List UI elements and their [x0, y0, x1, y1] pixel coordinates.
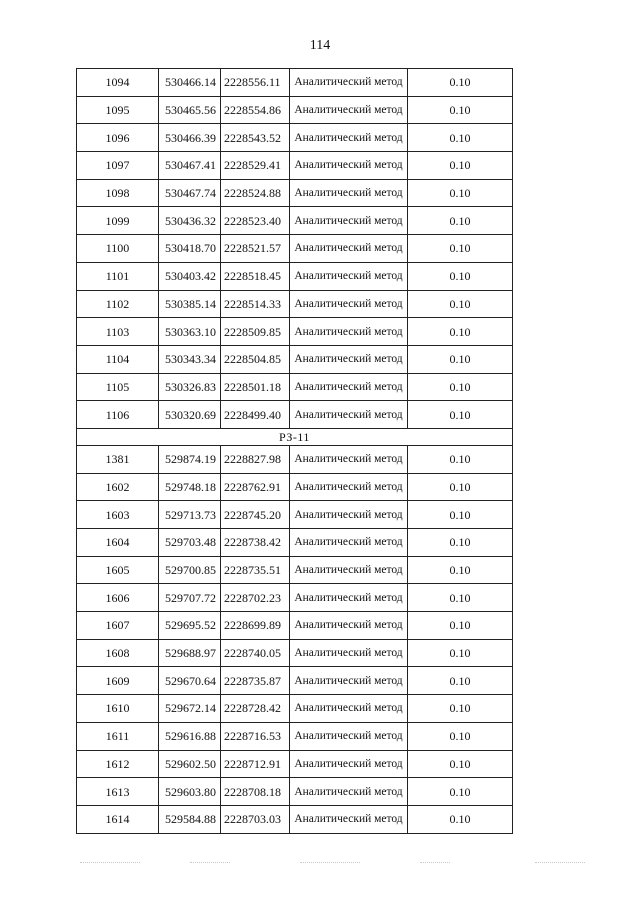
x-coordinate: 529672.14 [159, 695, 221, 723]
x-coordinate: 530418.70 [159, 235, 221, 263]
method: Аналитический метод [290, 345, 408, 373]
precision: 0.10 [408, 584, 513, 612]
x-coordinate: 529695.52 [159, 612, 221, 640]
point-number: 1104 [77, 345, 159, 373]
y-coordinate: 2228518.45 [221, 262, 290, 290]
point-number: 1098 [77, 179, 159, 207]
precision: 0.10 [408, 207, 513, 235]
x-coordinate: 529874.19 [159, 445, 221, 473]
method: Аналитический метод [290, 639, 408, 667]
precision: 0.10 [408, 722, 513, 750]
point-number: 1604 [77, 529, 159, 557]
table-row [77, 778, 513, 806]
point-number: 1094 [77, 69, 159, 97]
method: Аналитический метод [290, 235, 408, 263]
precision: 0.10 [408, 401, 513, 429]
point-number: 1610 [77, 695, 159, 723]
point-number: 1614 [77, 805, 159, 833]
point-number: 1381 [77, 445, 159, 473]
y-coordinate: 2228556.11 [221, 69, 290, 97]
y-coordinate: 2228702.23 [221, 584, 290, 612]
point-number: 1607 [77, 612, 159, 640]
x-coordinate: 530467.41 [159, 152, 221, 180]
x-coordinate: 529670.64 [159, 667, 221, 695]
table-row [77, 722, 513, 750]
table-row [77, 207, 513, 235]
method: Аналитический метод [290, 124, 408, 152]
method: Аналитический метод [290, 373, 408, 401]
y-coordinate: 2228501.18 [221, 373, 290, 401]
x-coordinate: 529700.85 [159, 556, 221, 584]
method: Аналитический метод [290, 473, 408, 501]
precision: 0.10 [408, 695, 513, 723]
point-number: 1097 [77, 152, 159, 180]
method: Аналитический метод [290, 179, 408, 207]
x-coordinate: 529713.73 [159, 501, 221, 529]
x-coordinate: 529603.80 [159, 778, 221, 806]
table-row [77, 667, 513, 695]
x-coordinate: 529602.50 [159, 750, 221, 778]
y-coordinate: 2228703.03 [221, 805, 290, 833]
y-coordinate: 2228699.89 [221, 612, 290, 640]
precision: 0.10 [408, 124, 513, 152]
point-number: 1102 [77, 290, 159, 318]
scan-noise [80, 862, 140, 865]
coordinates-table [76, 68, 513, 834]
point-number: 1612 [77, 750, 159, 778]
precision: 0.10 [408, 235, 513, 263]
x-coordinate: 530385.14 [159, 290, 221, 318]
x-coordinate: 529584.88 [159, 805, 221, 833]
point-number: 1095 [77, 96, 159, 124]
table-row [77, 639, 513, 667]
method: Аналитический метод [290, 612, 408, 640]
table-row [77, 556, 513, 584]
method: Аналитический метод [290, 290, 408, 318]
table-row [77, 401, 513, 429]
precision: 0.10 [408, 529, 513, 557]
precision: 0.10 [408, 179, 513, 207]
point-number: 1103 [77, 318, 159, 346]
section-title: РЗ-11 [77, 428, 513, 445]
x-coordinate: 530465.56 [159, 96, 221, 124]
table-row [77, 96, 513, 124]
x-coordinate: 529748.18 [159, 473, 221, 501]
y-coordinate: 2228543.52 [221, 124, 290, 152]
table-row [77, 501, 513, 529]
x-coordinate: 530466.14 [159, 69, 221, 97]
y-coordinate: 2228738.42 [221, 529, 290, 557]
table-row [77, 345, 513, 373]
precision: 0.10 [408, 373, 513, 401]
x-coordinate: 529707.72 [159, 584, 221, 612]
x-coordinate: 530436.32 [159, 207, 221, 235]
method: Аналитический метод [290, 96, 408, 124]
x-coordinate: 530403.42 [159, 262, 221, 290]
point-number: 1603 [77, 501, 159, 529]
y-coordinate: 2228509.85 [221, 318, 290, 346]
precision: 0.10 [408, 290, 513, 318]
scan-noise [190, 862, 230, 865]
y-coordinate: 2228529.41 [221, 152, 290, 180]
y-coordinate: 2228728.42 [221, 695, 290, 723]
method: Аналитический метод [290, 695, 408, 723]
y-coordinate: 2228735.51 [221, 556, 290, 584]
table-row [77, 473, 513, 501]
point-number: 1611 [77, 722, 159, 750]
method: Аналитический метод [290, 262, 408, 290]
precision: 0.10 [408, 345, 513, 373]
page-number: 114 [309, 38, 331, 53]
scan-noise [420, 862, 450, 865]
precision: 0.10 [408, 639, 513, 667]
table-row [77, 695, 513, 723]
y-coordinate: 2228521.57 [221, 235, 290, 263]
table-row [77, 529, 513, 557]
table-row [77, 750, 513, 778]
precision: 0.10 [408, 262, 513, 290]
point-number: 1106 [77, 401, 159, 429]
precision: 0.10 [408, 152, 513, 180]
precision: 0.10 [408, 667, 513, 695]
table-row [77, 235, 513, 263]
precision: 0.10 [408, 473, 513, 501]
method: Аналитический метод [290, 401, 408, 429]
section-header-row [77, 428, 513, 445]
precision: 0.10 [408, 318, 513, 346]
y-coordinate: 2228740.05 [221, 639, 290, 667]
x-coordinate: 530466.39 [159, 124, 221, 152]
method: Аналитический метод [290, 318, 408, 346]
table-row [77, 445, 513, 473]
method: Аналитический метод [290, 667, 408, 695]
x-coordinate: 530320.69 [159, 401, 221, 429]
y-coordinate: 2228523.40 [221, 207, 290, 235]
point-number: 1605 [77, 556, 159, 584]
table-row [77, 69, 513, 97]
table-row [77, 124, 513, 152]
coordinates-table-body [77, 69, 513, 834]
x-coordinate: 530467.74 [159, 179, 221, 207]
y-coordinate: 2228708.18 [221, 778, 290, 806]
x-coordinate: 530326.83 [159, 373, 221, 401]
method: Аналитический метод [290, 584, 408, 612]
y-coordinate: 2228712.91 [221, 750, 290, 778]
precision: 0.10 [408, 96, 513, 124]
method: Аналитический метод [290, 529, 408, 557]
table-row [77, 373, 513, 401]
method: Аналитический метод [290, 69, 408, 97]
method: Аналитический метод [290, 445, 408, 473]
table-row [77, 805, 513, 833]
table-row [77, 262, 513, 290]
point-number: 1609 [77, 667, 159, 695]
precision: 0.10 [408, 445, 513, 473]
table-row [77, 152, 513, 180]
table-row [77, 584, 513, 612]
point-number: 1101 [77, 262, 159, 290]
method: Аналитический метод [290, 501, 408, 529]
scan-noise [300, 862, 360, 865]
x-coordinate: 529703.48 [159, 529, 221, 557]
y-coordinate: 2228554.86 [221, 96, 290, 124]
precision: 0.10 [408, 750, 513, 778]
method: Аналитический метод [290, 152, 408, 180]
y-coordinate: 2228716.53 [221, 722, 290, 750]
point-number: 1096 [77, 124, 159, 152]
table-row [77, 179, 513, 207]
y-coordinate: 2228762.91 [221, 473, 290, 501]
x-coordinate: 530343.34 [159, 345, 221, 373]
point-number: 1613 [77, 778, 159, 806]
y-coordinate: 2228827.98 [221, 445, 290, 473]
point-number: 1602 [77, 473, 159, 501]
y-coordinate: 2228514.33 [221, 290, 290, 318]
method: Аналитический метод [290, 556, 408, 584]
x-coordinate: 529616.88 [159, 722, 221, 750]
table-row [77, 612, 513, 640]
x-coordinate: 529688.97 [159, 639, 221, 667]
table-row [77, 290, 513, 318]
y-coordinate: 2228745.20 [221, 501, 290, 529]
precision: 0.10 [408, 556, 513, 584]
method: Аналитический метод [290, 750, 408, 778]
method: Аналитический метод [290, 805, 408, 833]
point-number: 1105 [77, 373, 159, 401]
precision: 0.10 [408, 805, 513, 833]
scan-noise [535, 862, 585, 865]
precision: 0.10 [408, 612, 513, 640]
point-number: 1100 [77, 235, 159, 263]
precision: 0.10 [408, 69, 513, 97]
y-coordinate: 2228524.88 [221, 179, 290, 207]
y-coordinate: 2228735.87 [221, 667, 290, 695]
point-number: 1099 [77, 207, 159, 235]
x-coordinate: 530363.10 [159, 318, 221, 346]
y-coordinate: 2228504.85 [221, 345, 290, 373]
table-row [77, 318, 513, 346]
precision: 0.10 [408, 501, 513, 529]
method: Аналитический метод [290, 722, 408, 750]
y-coordinate: 2228499.40 [221, 401, 290, 429]
point-number: 1606 [77, 584, 159, 612]
precision: 0.10 [408, 778, 513, 806]
method: Аналитический метод [290, 778, 408, 806]
point-number: 1608 [77, 639, 159, 667]
method: Аналитический метод [290, 207, 408, 235]
